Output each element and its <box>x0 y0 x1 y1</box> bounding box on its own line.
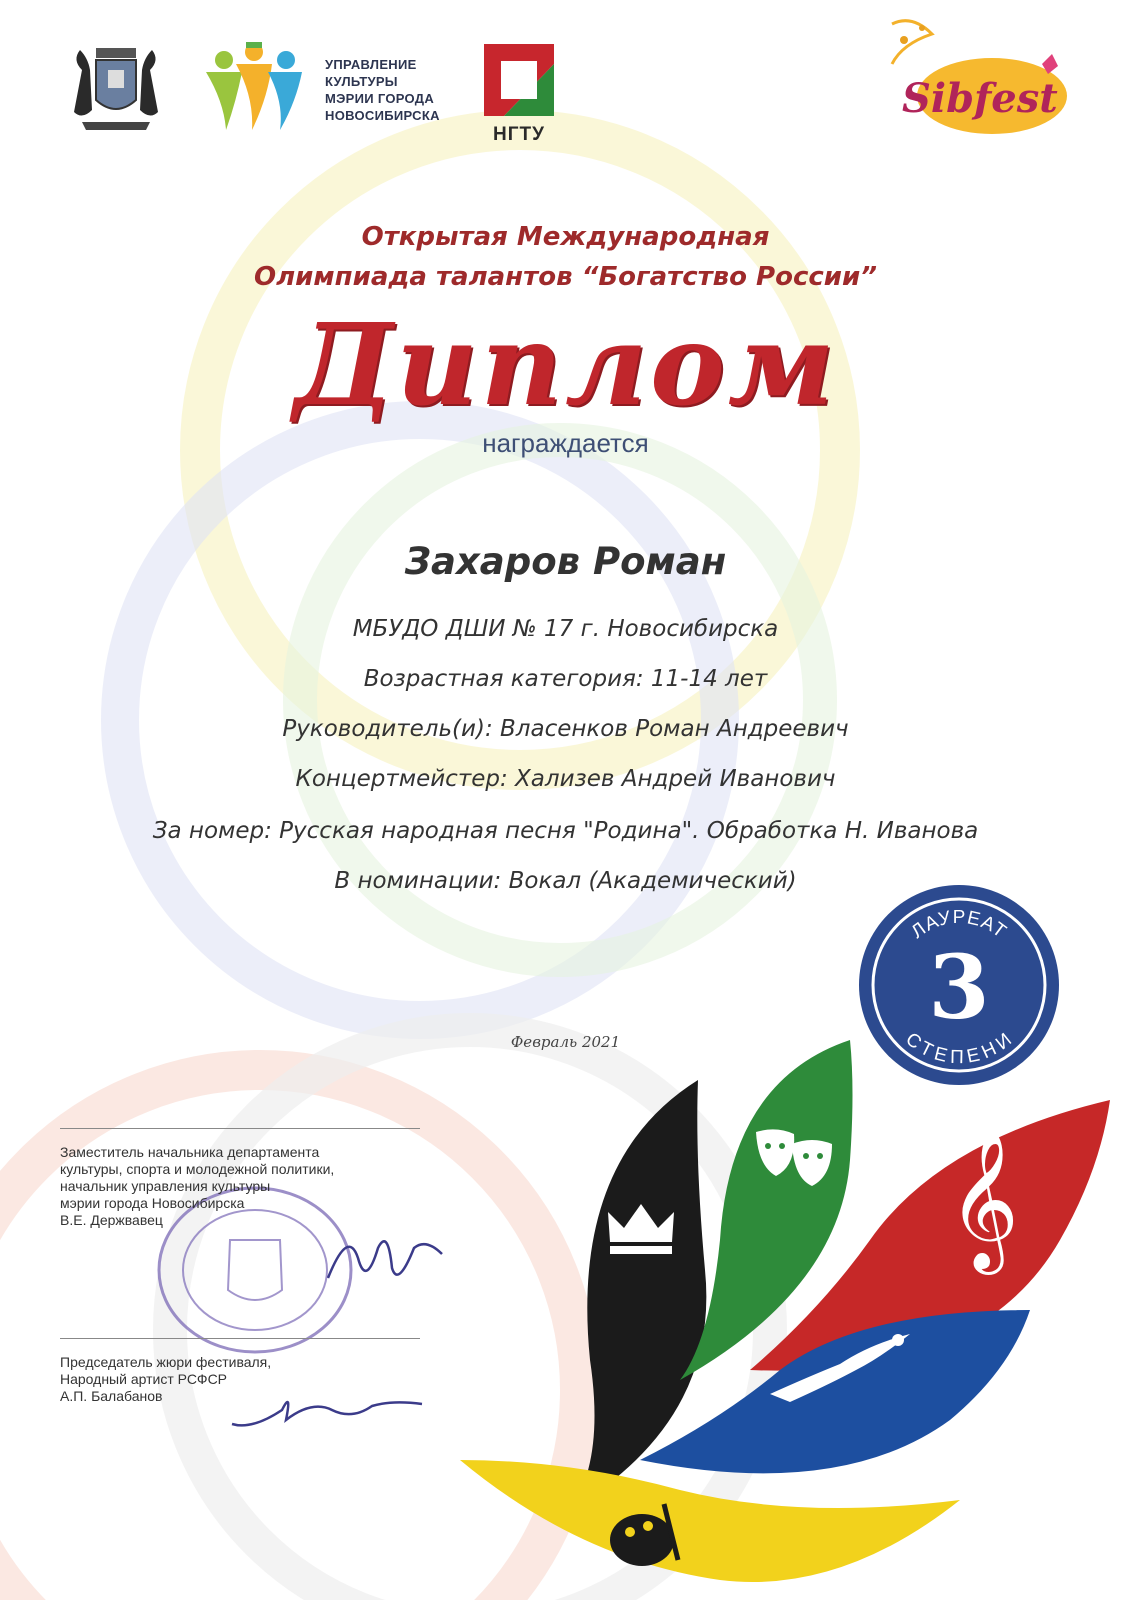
badge-top-text: ЛАУРЕАТ <box>907 906 1011 943</box>
signatory-first-line: начальник управления культуры <box>60 1178 271 1194</box>
performance-piece: За номер: Русская народная песня "Родина". Обработка Н. Иванова <box>152 818 979 844</box>
signatory-first-line: культуры, спорта и молодежной политики, <box>60 1161 335 1177</box>
art-palette-icon <box>604 1500 686 1570</box>
svg-text:𝄞: 𝄞 <box>948 1130 1019 1269</box>
signature-divider <box>60 1338 420 1339</box>
org-line: НОВОСИБИРСКА <box>325 108 440 123</box>
coat-of-arms-icon <box>62 40 170 136</box>
signatory-first-line: В.Е. Держвавец <box>60 1212 163 1228</box>
ngtu-logo-icon <box>484 44 554 116</box>
issue-date: Февраль 2021 <box>510 1033 621 1051</box>
theatre-masks-icon <box>752 1126 836 1190</box>
competition-title-line1: Открытая Международная <box>361 222 770 252</box>
age-category: Возрастная категория: 11-14 лет <box>363 666 768 692</box>
org-line: МЭРИИ ГОРОДА <box>325 91 435 106</box>
signature-divider <box>60 1128 420 1129</box>
signatory-second-line: Народный артист РСФСР <box>60 1371 228 1387</box>
awarded-caption: награждается <box>482 428 649 458</box>
culture-department-name <box>325 56 440 124</box>
signatory-first-line: Заместитель начальника департамента <box>60 1144 320 1160</box>
competition-title-line2: Олимпиада талантов “Богатство России” <box>254 262 877 292</box>
org-line: УПРАВЛЕНИЕ <box>325 57 417 72</box>
signatory-first <box>60 1144 334 1229</box>
sibfest-logo-icon <box>872 4 1072 144</box>
leader: Руководитель(и): Власенков Роман Андреевич <box>282 716 849 742</box>
dancer-icon <box>760 1324 920 1404</box>
institution: МБУДО ДШИ № 17 г. Новосибирска <box>352 616 779 642</box>
recipient-name: Захаров Роман <box>404 540 727 583</box>
badge-bottom-text: СТЕПЕНИ <box>901 1028 1017 1069</box>
signatory-second-line: Председатель жюри фестиваля, <box>60 1354 272 1370</box>
signature-first <box>318 1218 448 1308</box>
svg-text:Sibfest: Sibfest <box>902 75 1058 122</box>
nomination: В номинации: Вокал (Академический) <box>334 868 797 894</box>
accompanist: Концертмейстер: Хализев Андрей Иванович <box>295 766 836 792</box>
crown-icon <box>604 1200 678 1260</box>
diploma-heading: Диплом <box>293 300 838 431</box>
culture-department-logo-icon <box>196 42 308 132</box>
signatory-second-line: А.П. Балабанов <box>60 1388 163 1404</box>
treble-clef-icon <box>944 1120 1019 1270</box>
signatory-first-line: мэрии города Новосибирска <box>60 1195 245 1211</box>
ngtu-label: НГТУ <box>493 124 545 145</box>
art-leaves-decoration <box>420 1040 1131 1600</box>
signatory-second <box>60 1354 271 1405</box>
badge-degree-number: 3 <box>928 935 990 1039</box>
org-line: КУЛЬТУРЫ <box>325 74 398 89</box>
